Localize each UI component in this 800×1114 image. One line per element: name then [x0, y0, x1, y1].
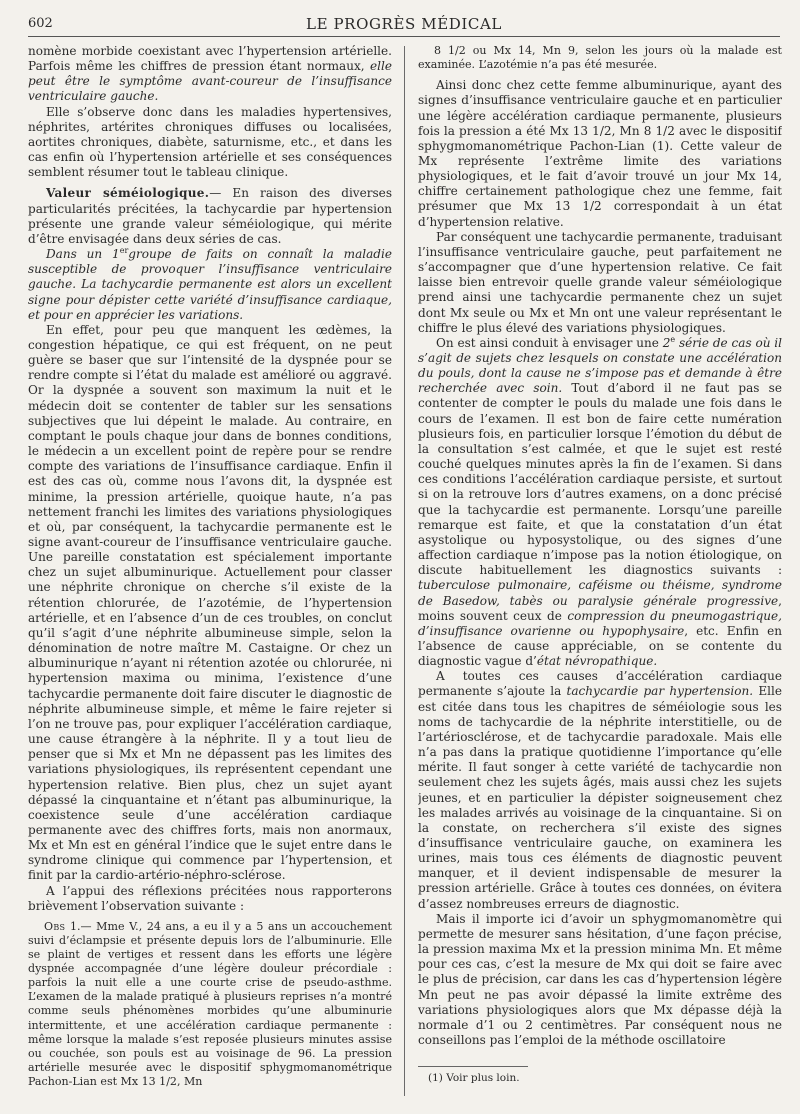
superscript: e [670, 334, 676, 344]
observation-paragraph: 8 1/2 ou Mx 14, Mn 9, selon les jours où la malade est examinée. L’azotémie n’a pas été mesurée. [418, 44, 782, 72]
text-run: — En raison des diverses particularités précitées, la tachycardie par hypertension présente une grande valeur séméiologique, qui mérite d’être envisagée dans deux séries de cas. [28, 186, 392, 246]
footnote: (1) Voir plus loin. [428, 1072, 520, 1085]
italic-run: 2 [662, 335, 671, 350]
paragraph: A l’appui des réflexions précitées nous rapporterons brièvement l’observation suivante : [28, 883, 392, 913]
observation-block [28, 920, 392, 1089]
page-number: 602 [28, 16, 53, 31]
text-run: Tout d’abord il ne faut pas se contenter de compter le pouls du malade une fois dans le cours de l’examen. Il est bon de faire cette numération plusieurs fois, en particulier lorsque l’émotion du début de la consultation s’est calmée, et que le sujet est resté couché quelques minutes après la fin de l’examen. Si dans ces conditions l’accélération cardiaque persiste, et surtout si on la retrouve lors d’autres examens, on a donc précisé que la tachycardie est permanente. Lorsqu’une pareille remarque est faite, et que la constatation d’un état asystolique ou hyposystolique, ou des signes d’une affection cardiaque n’impose pas la notion étiologique, on discute habituellement les diagnostics suivants : [418, 381, 782, 578]
text-run: Elle est citée dans tous les chapitres de séméiologie sous les noms de tachycardie de la néphrite interstitielle, ou de l’artériosclérose, et de tachycardie paradoxale. Mais elle n’a pas dans la pratique quotidienne l’importance qu’elle mérite. Il faut songer à cette variété de tachycardie non seulement chez les sujets âgés, mais aussi chez les sujets jeunes, et en particulier la dépister soigneusement chez les malades arrivés au voisinage de la cinquantaine. Si on la constate, on recherchera s’il existe des signes d’insuffisance ventriculaire gauche, on examinera les urines, mais tous ces éléments de diagnostic peuvent manquer, et il devient indispensable de mesurer la pression artérielle. Grâce à toutes ces données, on évitera d’assez nombreuses erreurs de diagnostic. [418, 684, 782, 911]
running-title: LE PROGRÈS MÉDICAL [306, 15, 502, 33]
italic-run: elle peut être le symptôme avant-coureur de l’insuffisance ventriculaire gauche. [28, 59, 392, 104]
paragraph [28, 44, 392, 105]
text-run: A toutes ces causes d’accélération cardiaque permanente s’ajoute la [418, 669, 782, 699]
observation-continuation [418, 44, 782, 72]
paragraph: Par conséquent une tachycardie permanente, traduisant l’insuffisance ventriculaire gauche, peut parfaitement ne s’accompagner que d’une hypertension relative. Ce fait laisse bien entrevoir quelle grande valeur séméiologique prend ainsi une tachycardie permanente chez un sujet dont Mx seule ou Mx et Mn ont une valeur représentant le chiffre le plus élevé des variations physiologiques. [418, 229, 782, 335]
footnote-rule [418, 1066, 528, 1067]
paragraph [418, 336, 782, 669]
text-run: nomène morbide coexistant avec l’hypertension artérielle. Parfois même les chiffres de pression étant normaux, [28, 44, 392, 74]
text-run: , moins souvent ceux de [418, 593, 782, 623]
text-run: 1.— Mme V., 24 ans, a eu il y a 5 ans un accouchement suivi d’éclampsie et présente depuis lors de l’albuminurie. Elle se plaint de vertiges et ressent dans les efforts une légère dyspnée accompagnée d’une légère douleur précordiale : parfois la nuit elle a une courte crise de pseudo-asthme. L’examen de la malade pratiqué à plusieurs reprises n’a montré comme seuls phénomènes morbides qu’une albuminurie intermittente, et une accélération cardiaque permanente : même lorsque la malade s’est reposée plusieurs minutes assise ou couchée, son pouls est au voisinage de 96. La pression artérielle mesurée avec le dispositif sphygmomanométrique Pachon-Lian est Mx 13 1/2, Mn [28, 919, 392, 1088]
paragraph: Elle s’observe donc dans les maladies hypertensives, néphrites, artérites chroniques diffuses ou localisées, aortites chroniques, diabète, saturnisme, etc., et dans les cas enfin où l’hypertension artérielle et ses conséquences semblent résumer tout le tableau clinique. [28, 104, 392, 180]
column-divider [404, 46, 405, 1096]
section-paragraph [28, 186, 392, 247]
superscript: er [119, 246, 129, 256]
text-run: , etc. Enfin en l’absence de cause appréciable, on se contente du diagnostic vague d’ [418, 623, 782, 669]
section-heading: Valeur séméiologique. [46, 186, 210, 201]
text-run: On est ainsi conduit à envisager une [436, 335, 663, 350]
italic-run: compression du pneumogastrique, d’insuffisance ovarienne ou hypophysaire [418, 608, 782, 638]
paragraph [418, 669, 782, 912]
italic-run: série de cas où il s’agit de sujets chez lesquels on constate une accélération du pouls, dont la cause ne s’impose pas et demande à être recherchée avec soin. [418, 335, 782, 396]
paragraph: Ainsi donc chez cette femme albuminurique, ayant des signes d’insuffisance ventriculaire gauche et en particulier une légère accélération cardiaque permanente, plusieurs fois la pression a été Mx 13 1/2, Mn 8 1/2 avec le dispositif sphygmomanométrique Pachon-Lian (1). Cette valeur de Mx représente l’extrême limite des variations physiologiques, et le fait d’avoir trouvé un jour Mx 14, chiffre certainement pathologique chez une femme, fait présumer que Mx 13 1/2 correspondait à un état d’hypertension relative. [418, 78, 782, 229]
italic-run: Dans un 1 [46, 247, 120, 262]
page-header [28, 14, 780, 37]
italic-run: tachycardie par hypertension. [566, 684, 754, 699]
paragraph: En effet, pour peu que manquent les œdèmes, la congestion hépatique, ce qui est fréquent, on ne peut guère se baser que sur l’intensité de la dyspnée pour se rendre compte si l’état du malade est amélioré ou aggravé. Or la dyspnée a souvent son maximum la nuit et le médecin doit se contenter de tabler sur les sensations subjectives que lui dépeint le malade. Au contraire, en comptant le pouls chaque jour dans de bonnes conditions, le médecin a un excellent point de repère pour se rendre compte des variations de l’insuffisance cardiaque. Enfin il est des cas où, comme nous l’avons dit, la dyspnée est minime, la pression artérielle, quoique haute, n’a pas nettement franchi les limites des variations physiologiques et où, par conséquent, la tachycardie permanente est le signe avant-coureur de l’insuffisance ventriculaire gauche. Une pareille constatation est spécialement importante chez un sujet albuminurique. Actuellement pour classer une néphrite chronique on cherche s’il existe de la rétention chlorurée, de l’azotémie, de l’hypertension artérielle, et en l’absence d’un de ces troubles, on conclut qu’il s’agit d’une néphrite albumineuse simple, selon la dénomination de notre maître M. Castaigne. Or chez un albuminurique n’ayant ni rétention azotée ou chlorurée, ni hypertension maxima ou minima, l’existence d’une tachycardie permanente doit faire discuter le diagnostic de néphrite albumineuse simple, et même le faire rejeter si l’on ne trouve pas, pour expliquer l’accélération cardiaque, une cause étrangère à la néphrite. Il y a tout lieu de penser que si Mx et Mn ne dépassent pas les limites des variations physiologiques, ils représentent cependant une hypertension relative. Bien plus, chez un sujet ayant dépassé la cinquantaine et n’étant pas albuminurique, la coexistence seule d’une accélération cardiaque permanente avec des chiffres forts, mais non anormaux, Mx et Mn est en général l’indice que le sujet entre dans le syndrome clinique qui commence par l’hypertension, et finit par la cardio-artério-néphro-sclérose. [28, 322, 392, 883]
italic-run: groupe de faits on connaît la maladie susceptible de provoquer l’insuffisance ventriculaire gauche. La tachycardie permanente est alors un excellent signe pour dépister cette variété d’insuffisance cardiaque, et pour en apprécier les variations. [28, 247, 392, 322]
right-column [418, 44, 782, 1100]
italic-run: tuberculose pulmonaire, caféisme ou théisme, syndrome de Basedow, tabès ou paralysie générale progressive [418, 578, 782, 608]
observation-paragraph [28, 920, 392, 1089]
observation-label: Obs [44, 919, 66, 933]
paragraph: Mais il importe ici d’avoir un sphygmomanomètre qui permette de mesurer sans hésitation, d’une façon précise, la pression maxima Mx et la pression minima Mn. Et même pour ces cas, c’est la mesure de Mx qui doit se faire avec le plus de précision, car dans les cas d’hypertension légère Mn peut ne pas avoir dépassé la limite extrême des variations physiologiques alors que Mx dépasse déjà la normale d’1 ou 2 centimètres. Par conséquent nous ne conseillons pas l’emploi de la méthode oscillatoire [418, 911, 782, 1048]
paragraph [28, 247, 392, 323]
italic-run: état névropathique. [536, 654, 658, 669]
left-column [28, 44, 392, 1100]
